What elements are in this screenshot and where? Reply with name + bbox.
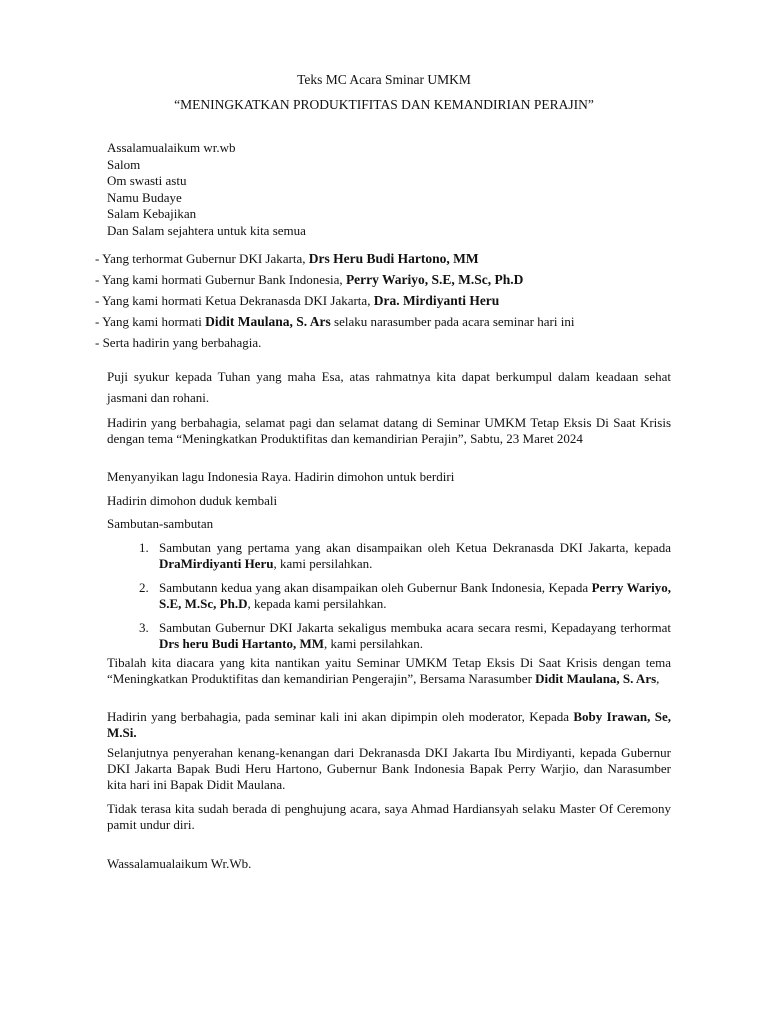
document-subtitle: “MENINGKATKAN PRODUKTIFITAS DAN KEMANDIRIAN PERAJIN”: [174, 97, 594, 112]
paragraph-sambutan: Sambutan-sambutan: [107, 516, 214, 531]
sambutan-list: [107, 540, 671, 652]
greeting-line: Namu Budaye: [107, 189, 182, 205]
greeting-line: Dan Salam sejahtera untuk kita semua: [107, 222, 306, 238]
greeting-line: Salam Kebajikan: [107, 206, 197, 221]
honorific-item: - Yang kami hormati Gubernur Bank Indonesia, Perry Wariyo, S.E, M.Sc, Ph.D: [95, 272, 524, 287]
greetings-block: [107, 140, 306, 239]
greeting-line: Salom: [107, 156, 141, 172]
paragraph-selamat-datang: Hadirin yang berbahagia, selamat pagi dan selamat datang di Seminar UMKM Tetap Eksis Di Saat Krisis dengan tema “Meningkatkan Produktifitas dan kemandirian Perajin”, Sabtu, 23 Maret 2024: [107, 415, 671, 446]
closing-salutation: Wassalamualaikum Wr.Wb.: [107, 856, 252, 871]
paragraph-lagu: Menyanyikan lagu Indonesia Raya. Hadirin dimohon untuk berdiri: [107, 469, 455, 484]
paragraph-kenang-kenangan: Selanjutnya penyerahan kenang-kenangan dari Dekranasda DKI Jakarta Ibu Mirdiyanti, kepada Gubernur DKI Jakarta Bapak Budi Heru Hartono, Gubernur Bank Indonesia Bapak Perry Warjio, dan Narasumber kita hari ini Bapak Didit Maulana.: [107, 745, 671, 792]
paragraph-syukur: Puji syukur kepada Tuhan yang maha Esa, atas rahmatnya kita dapat berkumpul dalam keadaan sehat jasmani dan rohani.: [107, 369, 671, 405]
paragraph-moderator: Hadirin yang berbahagia, pada seminar kali ini akan dipimpin oleh moderator, Kepada Boby Irawan, Se, M.Si.: [107, 709, 671, 740]
honorific-item: - Yang terhormat Gubernur DKI Jakarta, Drs Heru Budi Hartono, MM: [95, 251, 479, 266]
list-item: 3. Sambutan Gubernur DKI Jakarta sekaligus membuka acara secara resmi, Kepadayang terhormat Drs heru Budi Hartanto, MM, kami persilahkan.: [139, 620, 671, 651]
honorifics-list: [95, 251, 695, 356]
honorific-item: - Yang kami hormati Ketua Dekranasda DKI Jakarta, Dra. Mirdiyanti Heru: [95, 293, 500, 308]
list-item: 2. Sambutann kedua yang akan disampaikan oleh Gubernur Bank Indonesia, Kepada Perry Wariyo, S.E, M.Sc, Ph.D, kepada kami persilahkan.: [139, 580, 671, 611]
document-title: Teks MC Acara Sminar UMKM: [297, 72, 471, 87]
greeting-line: Assalamualaikum wr.wb: [107, 140, 236, 155]
paragraph-seminar: Tibalah kita diacara yang kita nantikan yaitu Seminar UMKM Tetap Eksis Di Saat Krisis dengan tema “Meningkatkan Produktifitas dan kemandirian Pengerajin”, Bersama Narasumber Didit Maulana, S. Ars,: [107, 655, 671, 686]
honorific-item: - Serta hadirin yang berbahagia.: [95, 335, 262, 350]
list-item: 1. Sambutan yang pertama yang akan disampaikan oleh Ketua Dekranasda DKI Jakarta, kepada DraMirdiyanti Heru, kami persilahkan.: [139, 540, 671, 571]
greeting-line: Om swasti astu: [107, 173, 187, 188]
paragraph-duduk: Hadirin dimohon duduk kembali: [107, 493, 278, 508]
paragraph-penutup: Tidak terasa kita sudah berada di penghujung acara, saya Ahmad Hardiansyah selaku Master Of Ceremony pamit undur diri.: [107, 801, 671, 832]
honorific-item: - Yang kami hormati Didit Maulana, S. Ars selaku narasumber pada acara seminar hari ini: [95, 314, 575, 329]
